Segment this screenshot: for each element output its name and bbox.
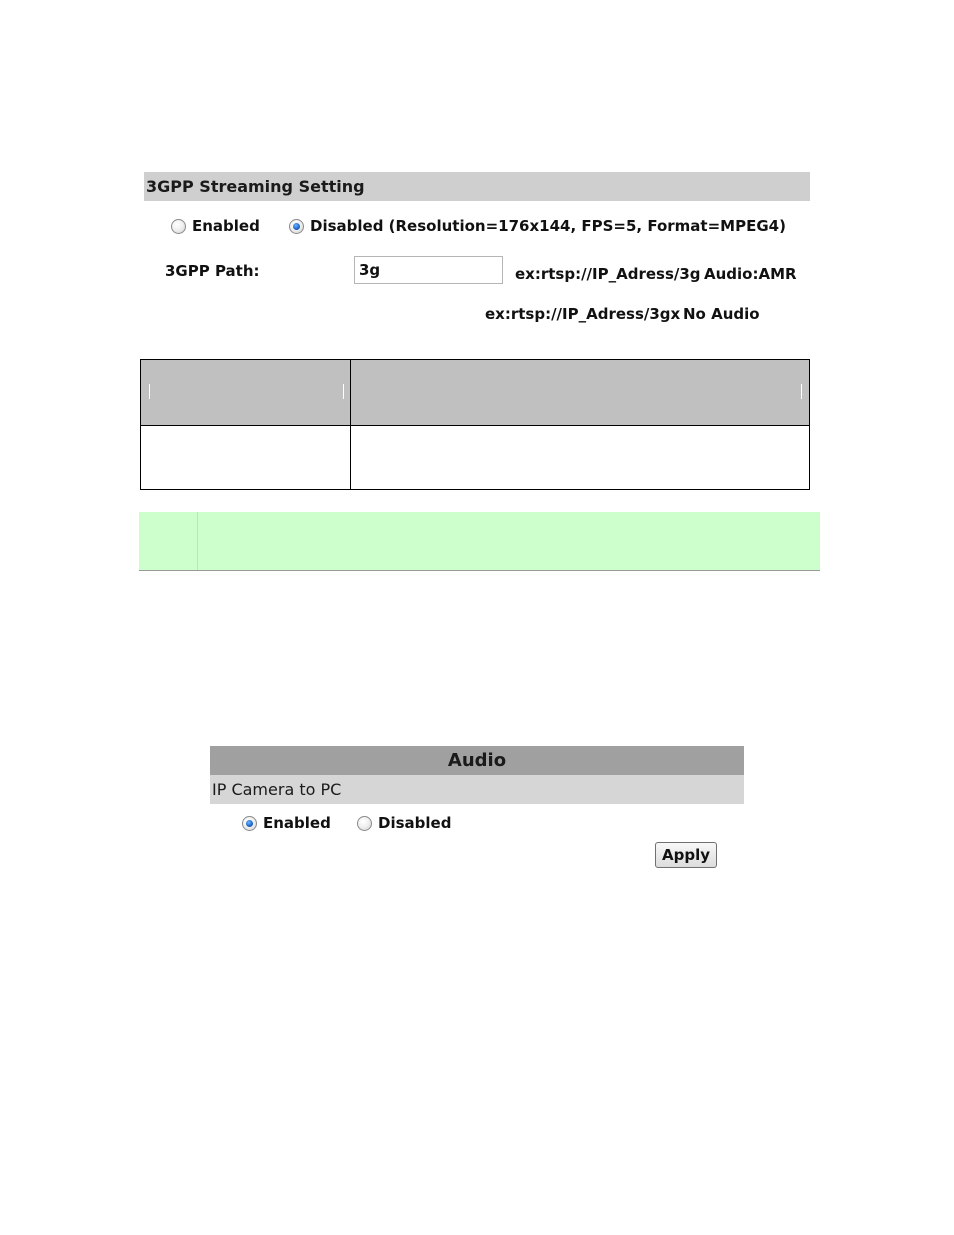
- note-box-divider: [197, 512, 198, 570]
- apply-button[interactable]: Apply: [655, 842, 717, 868]
- info-table-column-divider: [350, 360, 351, 489]
- info-table-header: [141, 360, 809, 426]
- example-no-audio-note: No Audio: [683, 305, 760, 323]
- streaming-enabled-radio[interactable]: [171, 219, 186, 234]
- audio-enabled-radio[interactable]: [242, 816, 257, 831]
- note-box: [139, 512, 820, 571]
- example-audio-note: Audio:AMR: [704, 265, 797, 283]
- audio-panel-subheader: IP Camera to PC: [210, 775, 744, 804]
- audio-panel-title: Audio: [210, 746, 744, 775]
- audio-disabled-label: Disabled: [378, 814, 452, 832]
- streaming-section-header: 3GPP Streaming Setting: [144, 172, 810, 201]
- info-table-header-tick: [801, 384, 802, 399]
- streaming-disabled-radio[interactable]: [289, 219, 304, 234]
- streaming-path-input[interactable]: [354, 256, 503, 284]
- streaming-enabled-option[interactable]: [171, 217, 260, 235]
- streaming-enabled-label: Enabled: [192, 217, 260, 235]
- info-table: [140, 359, 810, 490]
- example-audio-url: ex:rtsp://IP_Adress/3g: [515, 265, 701, 283]
- example-no-audio-url: ex:rtsp://IP_Adress/3gx: [485, 305, 681, 323]
- audio-disabled-option[interactable]: [357, 814, 451, 832]
- audio-enabled-option[interactable]: [242, 814, 331, 832]
- streaming-disabled-label: Disabled (Resolution=176x144, FPS=5, Format=MPEG4): [310, 217, 786, 235]
- streaming-path-label: 3GPP Path:: [165, 262, 260, 280]
- audio-disabled-radio[interactable]: [357, 816, 372, 831]
- audio-enabled-label: Enabled: [263, 814, 331, 832]
- info-table-header-tick: [149, 384, 150, 399]
- info-table-header-tick: [343, 384, 344, 399]
- streaming-disabled-option[interactable]: [289, 217, 786, 235]
